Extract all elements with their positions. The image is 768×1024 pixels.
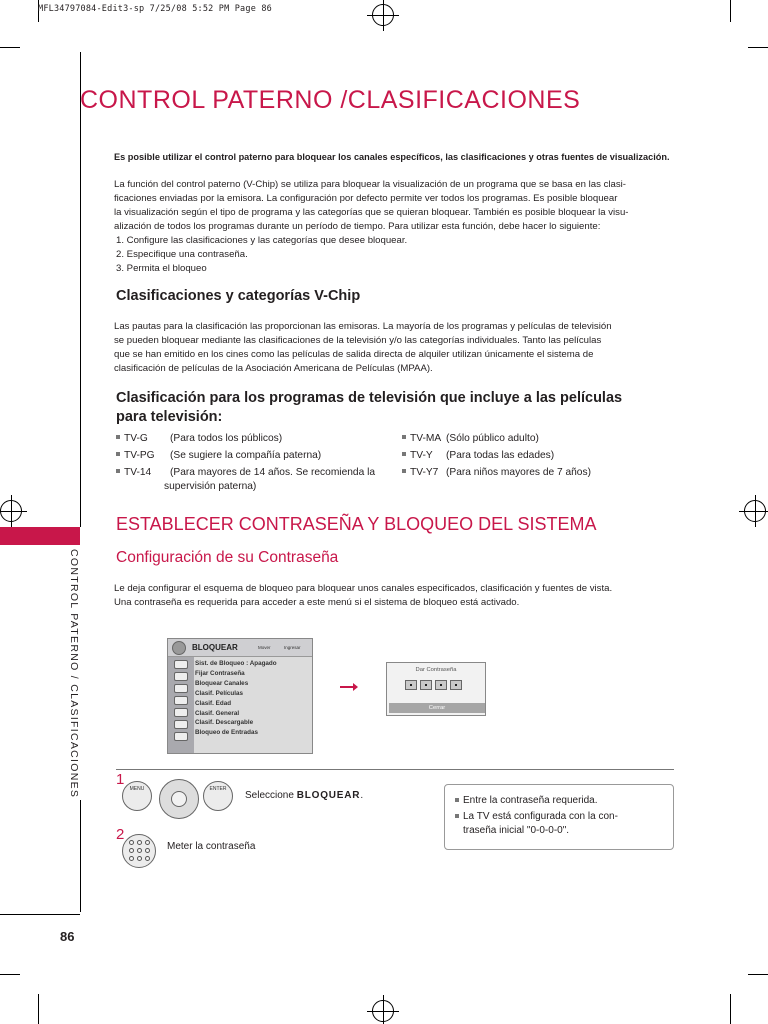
side-tab-text: CONTROL PATERNO / CLASIFICACIONES — [68, 549, 80, 799]
crop-mark — [748, 974, 768, 975]
lock-menu-screenshot — [167, 638, 313, 754]
registration-mark — [372, 1000, 394, 1022]
margin-rule — [80, 52, 81, 527]
menu-item[interactable]: Sist. de Bloqueo : Apagado — [195, 660, 277, 667]
vchip-line: que se han emitido en los cines como las películas de salida directa de alquiler utilizan únicamente el sistema de — [114, 349, 594, 360]
notes-box — [444, 784, 674, 850]
section-subtitle: Configuración de su Contraseña — [116, 549, 339, 566]
dialog-title: Dar Contraseña — [415, 667, 457, 673]
number-keypad-icon[interactable] — [122, 834, 156, 868]
tv-ratings-heading: Clasificación para los programas de televisión que incluye a las películas — [116, 390, 623, 406]
menu-icon — [174, 672, 188, 681]
menu-item[interactable]: Clasif. Edad — [195, 699, 232, 707]
crop-mark — [38, 994, 39, 1024]
menu-button[interactable]: MENU — [122, 781, 152, 811]
description-line: alización de todos los programas durante un período de tiempo. Para utilizar esta función, debe hacer lo siguiente: — [114, 221, 601, 232]
vchip-line: clasificación de películas de la Asociación Americana de Películas (MPAA). — [114, 363, 433, 374]
vchip-line: se pueden bloquear mediante las clasificaciones de la televisión y/o las categorías individuales. Tanto las películas — [114, 335, 602, 346]
section-title: ESTABLECER CONTRASEÑA Y BLOQUEO DEL SISTEMA — [116, 514, 597, 534]
margin-rule — [80, 800, 81, 912]
enter-button[interactable]: ENTER — [203, 781, 233, 811]
description-line: ficaciones enviadas por la emisora. La configuración por defecto permite ver todos los programas. Es posible bloquear — [114, 193, 618, 204]
step-number: 2 — [116, 826, 125, 843]
menu-hint-move: Mover — [258, 645, 271, 650]
menu-icon — [174, 720, 188, 729]
section-line: Una contraseña es requerida para acceder a este menú si el sistema de bloqueo está activado. — [114, 597, 520, 608]
page-title: CONTROL PATERNO /CLASIFICACIONES — [80, 86, 581, 114]
menu-icon — [174, 732, 188, 741]
menu-item[interactable]: Bloquear Canales — [195, 679, 249, 687]
rating-item: TV-G (Para todos los públicos) — [116, 432, 282, 446]
print-header: MFL34797084-Edit3-sp 7/25/08 5:52 PM Page 86 — [38, 4, 272, 14]
password-digit-box[interactable] — [450, 680, 462, 690]
password-digit-box[interactable] — [435, 680, 447, 690]
menu-icon — [174, 660, 188, 669]
close-button[interactable]: Cerrar — [389, 703, 485, 713]
crop-mark — [730, 994, 731, 1024]
margin-rule — [0, 914, 80, 915]
rating-item: TV-Y7 (Para niños mayores de 7 años) — [402, 466, 591, 480]
registration-mark — [372, 4, 394, 26]
menu-item[interactable]: Clasif. General — [195, 709, 240, 717]
navigation-pad-icon[interactable] — [159, 779, 199, 819]
step-item: 2. Especifique una contraseña. — [116, 249, 248, 260]
side-tab — [0, 527, 80, 545]
menu-title: BLOQUEAR — [192, 643, 238, 652]
registration-mark — [0, 500, 22, 522]
vchip-line: Las pautas para la clasificación las proporcionan las emisoras. La mayoría de los programas y películas de televisión — [114, 321, 612, 332]
note-item: Entre la contraseña requerida. — [455, 794, 598, 808]
menu-item[interactable]: Clasif. Películas — [195, 689, 243, 697]
crop-mark — [0, 47, 20, 48]
note-item-continued: traseña inicial "0-0-0-0". — [463, 825, 570, 836]
step-item: 1. Configure las clasificaciones y las categorías que desee bloquear. — [116, 235, 408, 246]
description-line: la visualización según el tipo de programa y las categorías que se quieran bloquear. También es posible bloquear la visu- — [114, 207, 629, 218]
step-number: 1 — [116, 771, 125, 788]
lock-menu-icon — [172, 641, 186, 655]
rating-item: TV-MA (Sólo público adulto) — [402, 432, 539, 446]
menu-list — [195, 659, 277, 738]
menu-item[interactable]: Clasif. Descargable — [195, 719, 254, 727]
crop-mark — [730, 0, 731, 22]
arrow-right-icon — [340, 686, 354, 688]
password-digit-box[interactable] — [405, 680, 417, 690]
rating-item: TV-Y (Para todas las edades) — [402, 449, 554, 463]
menu-icon-column — [168, 657, 194, 753]
menu-icon — [174, 696, 188, 705]
rating-item: TV-14 (Para mayores de 14 años. Se recomienda la — [116, 466, 375, 480]
menu-item[interactable]: Fijar Contraseña — [195, 669, 245, 677]
crop-mark — [0, 974, 20, 975]
menu-hint-enter: Ingresar — [284, 645, 301, 650]
crop-mark — [748, 47, 768, 48]
page-number: 86 — [60, 929, 75, 944]
menu-item[interactable]: Bloqueo de Entradas — [195, 729, 258, 737]
menu-header — [168, 639, 312, 657]
divider — [116, 769, 674, 770]
menu-icon — [174, 684, 188, 693]
section-line: Le deja configurar el esquema de bloqueo para bloquear unos canales especificados, clasificación y fuentes de vista. — [114, 583, 613, 594]
description-line: La función del control paterno (V-Chip) se utiliza para bloquear la visualización de un programa que se basa en las clasi- — [114, 179, 626, 190]
password-digit-box[interactable] — [420, 680, 432, 690]
step2-instruction: Meter la contraseña — [167, 841, 256, 852]
step-item: 3. Permita el bloqueo — [116, 263, 207, 274]
password-dialog-screenshot — [386, 662, 486, 716]
intro-text: Es posible utilizar el control paterno para bloquear los canales específicos, las clasificaciones y otras fuentes de visualización. — [114, 152, 670, 162]
registration-mark — [744, 500, 766, 522]
vchip-heading: Clasificaciones y categorías V-Chip — [116, 288, 361, 304]
tv-ratings-heading: para televisión: — [116, 409, 223, 425]
note-item: La TV está configurada con la con- — [455, 810, 618, 824]
rating-item: TV-PG (Se sugiere la compañía paterna) — [116, 449, 321, 463]
rating-item-continued: supervisión paterna) — [164, 481, 257, 492]
menu-icon — [174, 708, 188, 717]
step1-instruction: Seleccione BLOQUEAR. — [245, 790, 364, 801]
